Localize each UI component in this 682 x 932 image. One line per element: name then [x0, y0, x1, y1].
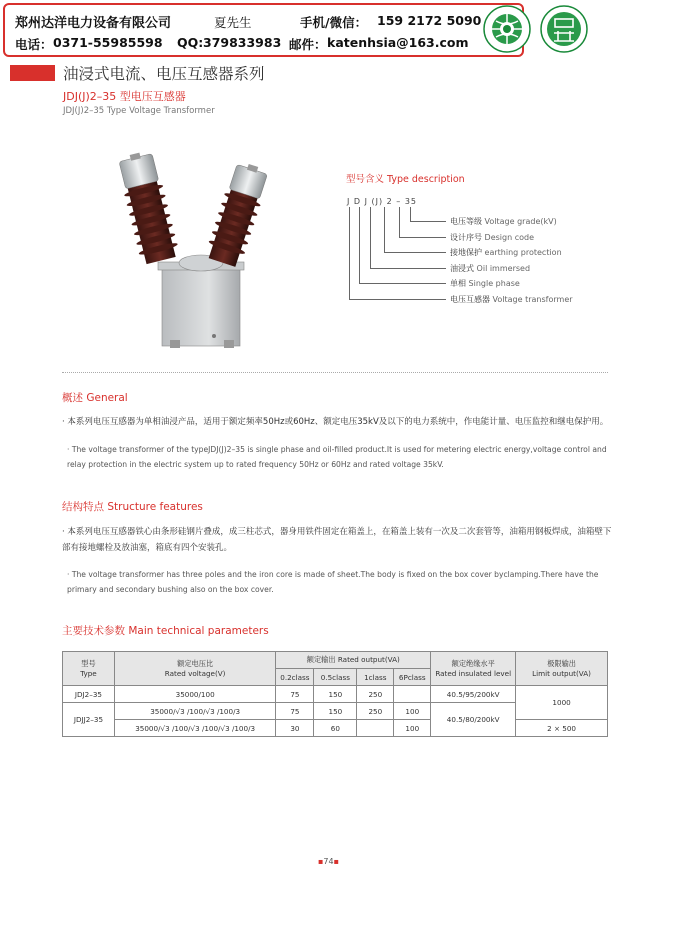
qq-label: QQ: [177, 35, 204, 50]
th-class-1: 1class [357, 669, 394, 686]
table-row [63, 720, 608, 737]
series-title: 油浸式电流、电压互感器系列 [63, 65, 265, 83]
phone-label: 电话： [15, 37, 53, 52]
cell-c1: 250 [357, 686, 394, 703]
structure-heading: 结构特点 Structure features [62, 501, 203, 513]
legend-single-phase: 单相 Single phase [450, 279, 520, 288]
cell-ratio: 35000/100 [114, 686, 276, 703]
th-type: 型号 Type [63, 652, 115, 686]
contact-name: 夏先生 [214, 15, 252, 30]
product-title-en: JDJ(J)2–35 Type Voltage Transformer [63, 106, 215, 116]
type-description-heading: 型号含义 Type description [346, 174, 465, 185]
series-heading-marker [10, 65, 55, 81]
cell-c02: 75 [276, 686, 314, 703]
th-output: 额定输出 Rated output(VA) [276, 652, 431, 669]
params-heading: 主要技术参数 Main technical parameters [62, 625, 269, 637]
phone-number: 0371-55985598 [53, 35, 163, 50]
structure-text-cn: · 本系列电压互感器铁心由条形硅钢片叠成，成三柱芯式，器身用铁件固定在箱盖上，在箱盖上装有一次及二次套管等，油箱用钢板焊成，油箱壁下部有接地螺栓及放油塞，箱底有四个安装孔。 [62, 527, 612, 553]
mobile-label: 手机/微信： [300, 15, 368, 30]
legend-voltage-transformer: 电压互感器 Voltage transformer [450, 295, 573, 304]
th-insulation: 额定绝缘水平 Rated insulated level [431, 652, 516, 686]
legend-design-code: 设计序号 Design code [450, 233, 535, 242]
type-code: J D J (J) 2 – 35 [347, 197, 418, 206]
table-row [63, 686, 608, 703]
structure-text-en: · The voltage transformer has three poles and the iron core is made of sheet.The body is fixed on the box cover byclamping.There have the primary and secondary bushing also on the box cover. [67, 570, 599, 594]
contact-header [3, 3, 524, 57]
legend-voltage-grade: 电压等级 Voltage grade(kV) [450, 217, 557, 226]
email-address: katenhsia@163.com [327, 35, 469, 50]
cell-limit: 1000 [516, 686, 608, 720]
cell-c05: 60 [314, 720, 357, 737]
th-ratio: 额定电压比 Rated voltage(V) [114, 652, 276, 686]
general-text-en: · The voltage transformer of the typeJDJ(J)2–35 is single phase and oil-filled product.It is used for metering electric energy,voltage control and relay protection in the electric system up to rated frequency 50Hz or 60Hz and rated voltage 35kV. [67, 445, 607, 469]
company-name: 郑州达洋电力设备有限公司 [15, 16, 172, 31]
general-text-cn: · 本系列电压互感器为单相油浸产品，适用于额定频率50Hz或60Hz、额定电压35kV及以下的电力系统中，作电能计量、电压监控和继电保护用。 [62, 417, 609, 427]
cell-c05: 150 [314, 686, 357, 703]
legend-oil-immersed: 油浸式 Oil immersed [450, 264, 531, 273]
th-class-02: 0.2class [276, 669, 314, 686]
cell-insulation: 40.5/80/200kV [431, 703, 516, 737]
transformer-image [110, 150, 290, 355]
cell-c6p [394, 686, 431, 703]
cell-limit: 2 × 500 [516, 720, 608, 737]
cell-type: JDJ2–35 [63, 686, 115, 703]
cell-c6p: 100 [394, 720, 431, 737]
qq-number: 379833983 [203, 35, 282, 50]
cell-c1: 250 [357, 703, 394, 720]
product-title-cn: JDJ(J)2–35 型电压互感器 [63, 90, 186, 103]
legend-earthing-protection: 接地保护 earthing protection [450, 248, 562, 257]
cell-ratio: 35000/√3 /100/√3 /100/√3 /100/3 [114, 720, 276, 737]
section-divider [62, 372, 608, 373]
email-label: 邮件： [289, 37, 327, 52]
cell-type: JDJJ2–35 [63, 703, 115, 737]
mobile-number: 159 2172 5090 [377, 13, 482, 28]
cell-c6p: 100 [394, 703, 431, 720]
cell-insulation: 40.5/95/200kV [431, 686, 516, 703]
cell-c02: 75 [276, 703, 314, 720]
cell-c02: 30 [276, 720, 314, 737]
general-heading: 概述 General [62, 392, 128, 404]
th-limit: 极限输出 Limit output(VA) [516, 652, 608, 686]
company-logo-globe-icon [483, 5, 531, 53]
params-table [62, 651, 608, 737]
cell-c1 [357, 720, 394, 737]
page-number: ▪74▪ [318, 857, 340, 866]
cell-ratio: 35000/√3 /100/√3 /100/3 [114, 703, 276, 720]
th-class-05: 0.5class [314, 669, 357, 686]
company-logo-seal-icon [540, 5, 588, 53]
th-class-6p: 6Pclass [394, 669, 431, 686]
cell-c05: 150 [314, 703, 357, 720]
